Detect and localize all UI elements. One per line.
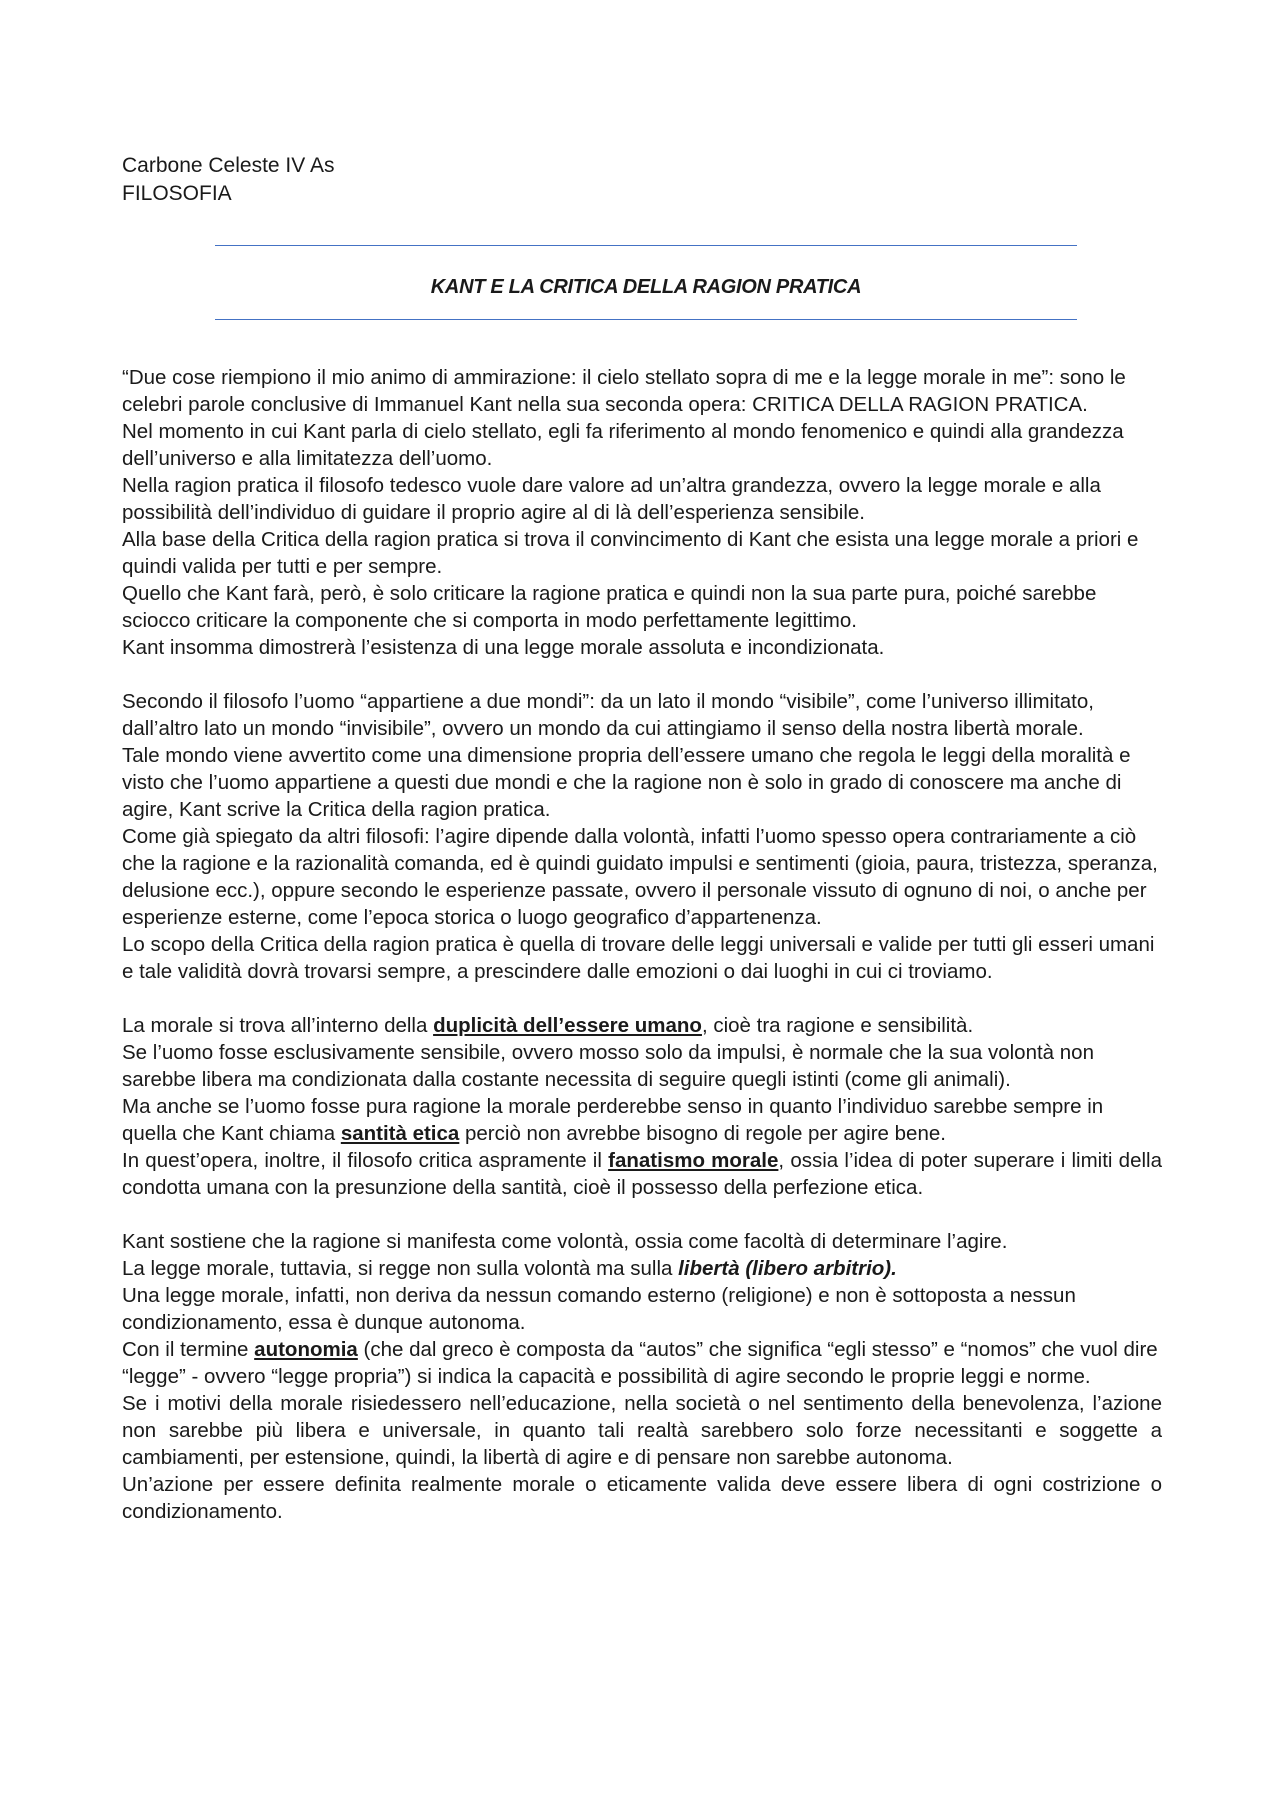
text-run: , ossia l’idea di poter superare i limiti della condotta umana con la presunzione della santità, cioè il possesso della perfezione etica.: [122, 1149, 1162, 1199]
paragraph: [122, 1012, 1162, 1039]
author-line: Carbone Celeste IV As: [122, 154, 335, 177]
keyword-autonomia: autonomia: [254, 1338, 358, 1361]
document-page: [122, 152, 1162, 1523]
subject-line: FILOSOFIA: [122, 182, 232, 205]
paragraph-gap: [122, 1201, 1162, 1228]
paragraph: [122, 1255, 1162, 1282]
title-rule-top: [215, 245, 1077, 246]
paragraph-gap: [122, 985, 1162, 1012]
text-run: Ma anche se l’uomo fosse pura ragione la morale perderebbe senso in quanto l’individuo sarebbe sempre in quella che Kant chiama: [122, 1095, 1104, 1145]
paragraph: [122, 1093, 1162, 1147]
document-body: [122, 364, 1162, 1525]
paragraph: [122, 1336, 1162, 1390]
keyword-fanatismo-morale: fanatismo morale: [608, 1149, 779, 1172]
text-run: Con il termine: [122, 1338, 255, 1361]
paragraph: Kant sostiene che la ragione si manifesta come volontà, ossia come facoltà di determinare l’agire.: [122, 1230, 1008, 1253]
keyword-liberta: libertà (libero arbitrio).: [678, 1257, 897, 1280]
paragraph: Una legge morale, infatti, non deriva da nessun comando esterno (religione) e non è sottoposta a nessun condizionamento, essa è dunque autonoma.: [122, 1284, 1076, 1334]
paragraph: Nella ragion pratica il filosofo tedesco vuole dare valore ad un’altra grandezza, ovvero la legge morale e alla possibilità dell’individuo di guidare il proprio agire al di là dell’esperienza sensibile.: [122, 474, 1101, 524]
keyword-duplicita: duplicità dell’essere umano: [433, 1014, 702, 1037]
paragraph: Kant insomma dimostrerà l’esistenza di una legge morale assoluta e incondizionata.: [122, 636, 885, 659]
title-rule-bottom: [215, 319, 1077, 320]
text-run: , cioè tra ragione e sensibilità.: [701, 1014, 974, 1037]
paragraph: “Due cose riempiono il mio animo di ammirazione: il cielo stellato sopra di me e la legge morale in me”: sono le celebri parole conclusive di Immanuel Kant nella sua seconda opera: CRITICA DELLA RAGION PRATICA.: [122, 366, 1126, 416]
paragraph: Nel momento in cui Kant parla di cielo stellato, egli fa riferimento al mondo fenomenico e quindi alla grandezza dell’universo e alla limitatezza dell’uomo.: [122, 420, 1124, 470]
paragraph: Lo scopo della Critica della ragion pratica è quella di trovare delle leggi universali e valide per tutti gli esseri umani e tale validità dovrà trovarsi sempre, a prescindere dalle emozioni o dai luoghi in cui ci troviamo.: [122, 933, 1155, 983]
text-run: La legge morale, tuttavia, si regge non sulla volontà ma sulla: [122, 1257, 679, 1280]
paragraph: Tale mondo viene avvertito come una dimensione propria dell’essere umano che regola le leggi della moralità e visto che l’uomo appartiene a questi due mondi e che la ragione non è solo in grado di conoscere ma anche di agire, Kant scrive la Critica della ragion pratica.: [122, 744, 1131, 821]
paragraph: Se l’uomo fosse esclusivamente sensibile, ovvero mosso solo da impulsi, è normale che la sua volontà non sarebbe libera ma condizionata dalla costante necessita di seguire quegli istinti (come gli animali).: [122, 1041, 1094, 1091]
paragraph: Come già spiegato da altri filosofi: l’agire dipende dalla volontà, infatti l’uomo spesso opera contrariamente a ciò che la ragione e la razionalità comanda, ed è quindi guidato impulsi e sentimenti (gioia, paura, tristezza, speranza, delusione ecc.), oppure secondo le esperienze passate, ovvero il personale vissuto di ognuno di noi, o anche per esperienze esterne, come l’epoca storica o luogo geografico d’appartenenza.: [122, 825, 1158, 929]
text-run: perciò non avrebbe bisogno di regole per agire bene.: [459, 1122, 946, 1145]
paragraph: Un’azione per essere definita realmente morale o eticamente valida deve essere libera di ogni costrizione o condizionamento.: [122, 1473, 1162, 1523]
document-title: KANT E LA CRITICA DELLA RAGION PRATICA: [430, 276, 862, 298]
paragraph-gap: [122, 661, 1162, 688]
text-run: In quest’opera, inoltre, il filosofo critica aspramente il: [122, 1149, 609, 1172]
paragraph: Se i motivi della morale risiedessero nell’educazione, nella società o nel sentimento della benevolenza, l’azione non sarebbe più libera e universale, in quanto tali realtà sarebbero solo forze necessitanti e soggette a cambiamenti, per estensione, quindi, la libertà di agire e di pensare non sarebbe autonoma.: [122, 1392, 1162, 1469]
text-run: La morale si trova all’interno della: [122, 1014, 434, 1037]
paragraph: [122, 1147, 1162, 1201]
paragraph: Alla base della Critica della ragion pratica si trova il convincimento di Kant che esista una legge morale a priori e quindi valida per tutti e per sempre.: [122, 528, 1139, 578]
text-run: (che dal greco è composta da “autos” che significa “egli stesso” e “nomos” che vuol dire “legge” - ovvero “legge propria”) si indica la capacità e possibilità di agire secondo le proprie leggi e norme.: [122, 1338, 1158, 1388]
paragraph: Secondo il filosofo l’uomo “appartiene a due mondi”: da un lato il mondo “visibile”, come l’universo illimitato, dall’altro lato un mondo “invisibile”, ovvero un mondo da cui attingiamo il senso della nostra libertà morale.: [122, 690, 1094, 740]
paragraph: Quello che Kant farà, però, è solo criticare la ragione pratica e quindi non la sua parte pura, poiché sarebbe sciocco criticare la componente che si comporta in modo perfettamente legittimo.: [122, 582, 1097, 632]
keyword-santita-etica: santità etica: [340, 1122, 460, 1145]
